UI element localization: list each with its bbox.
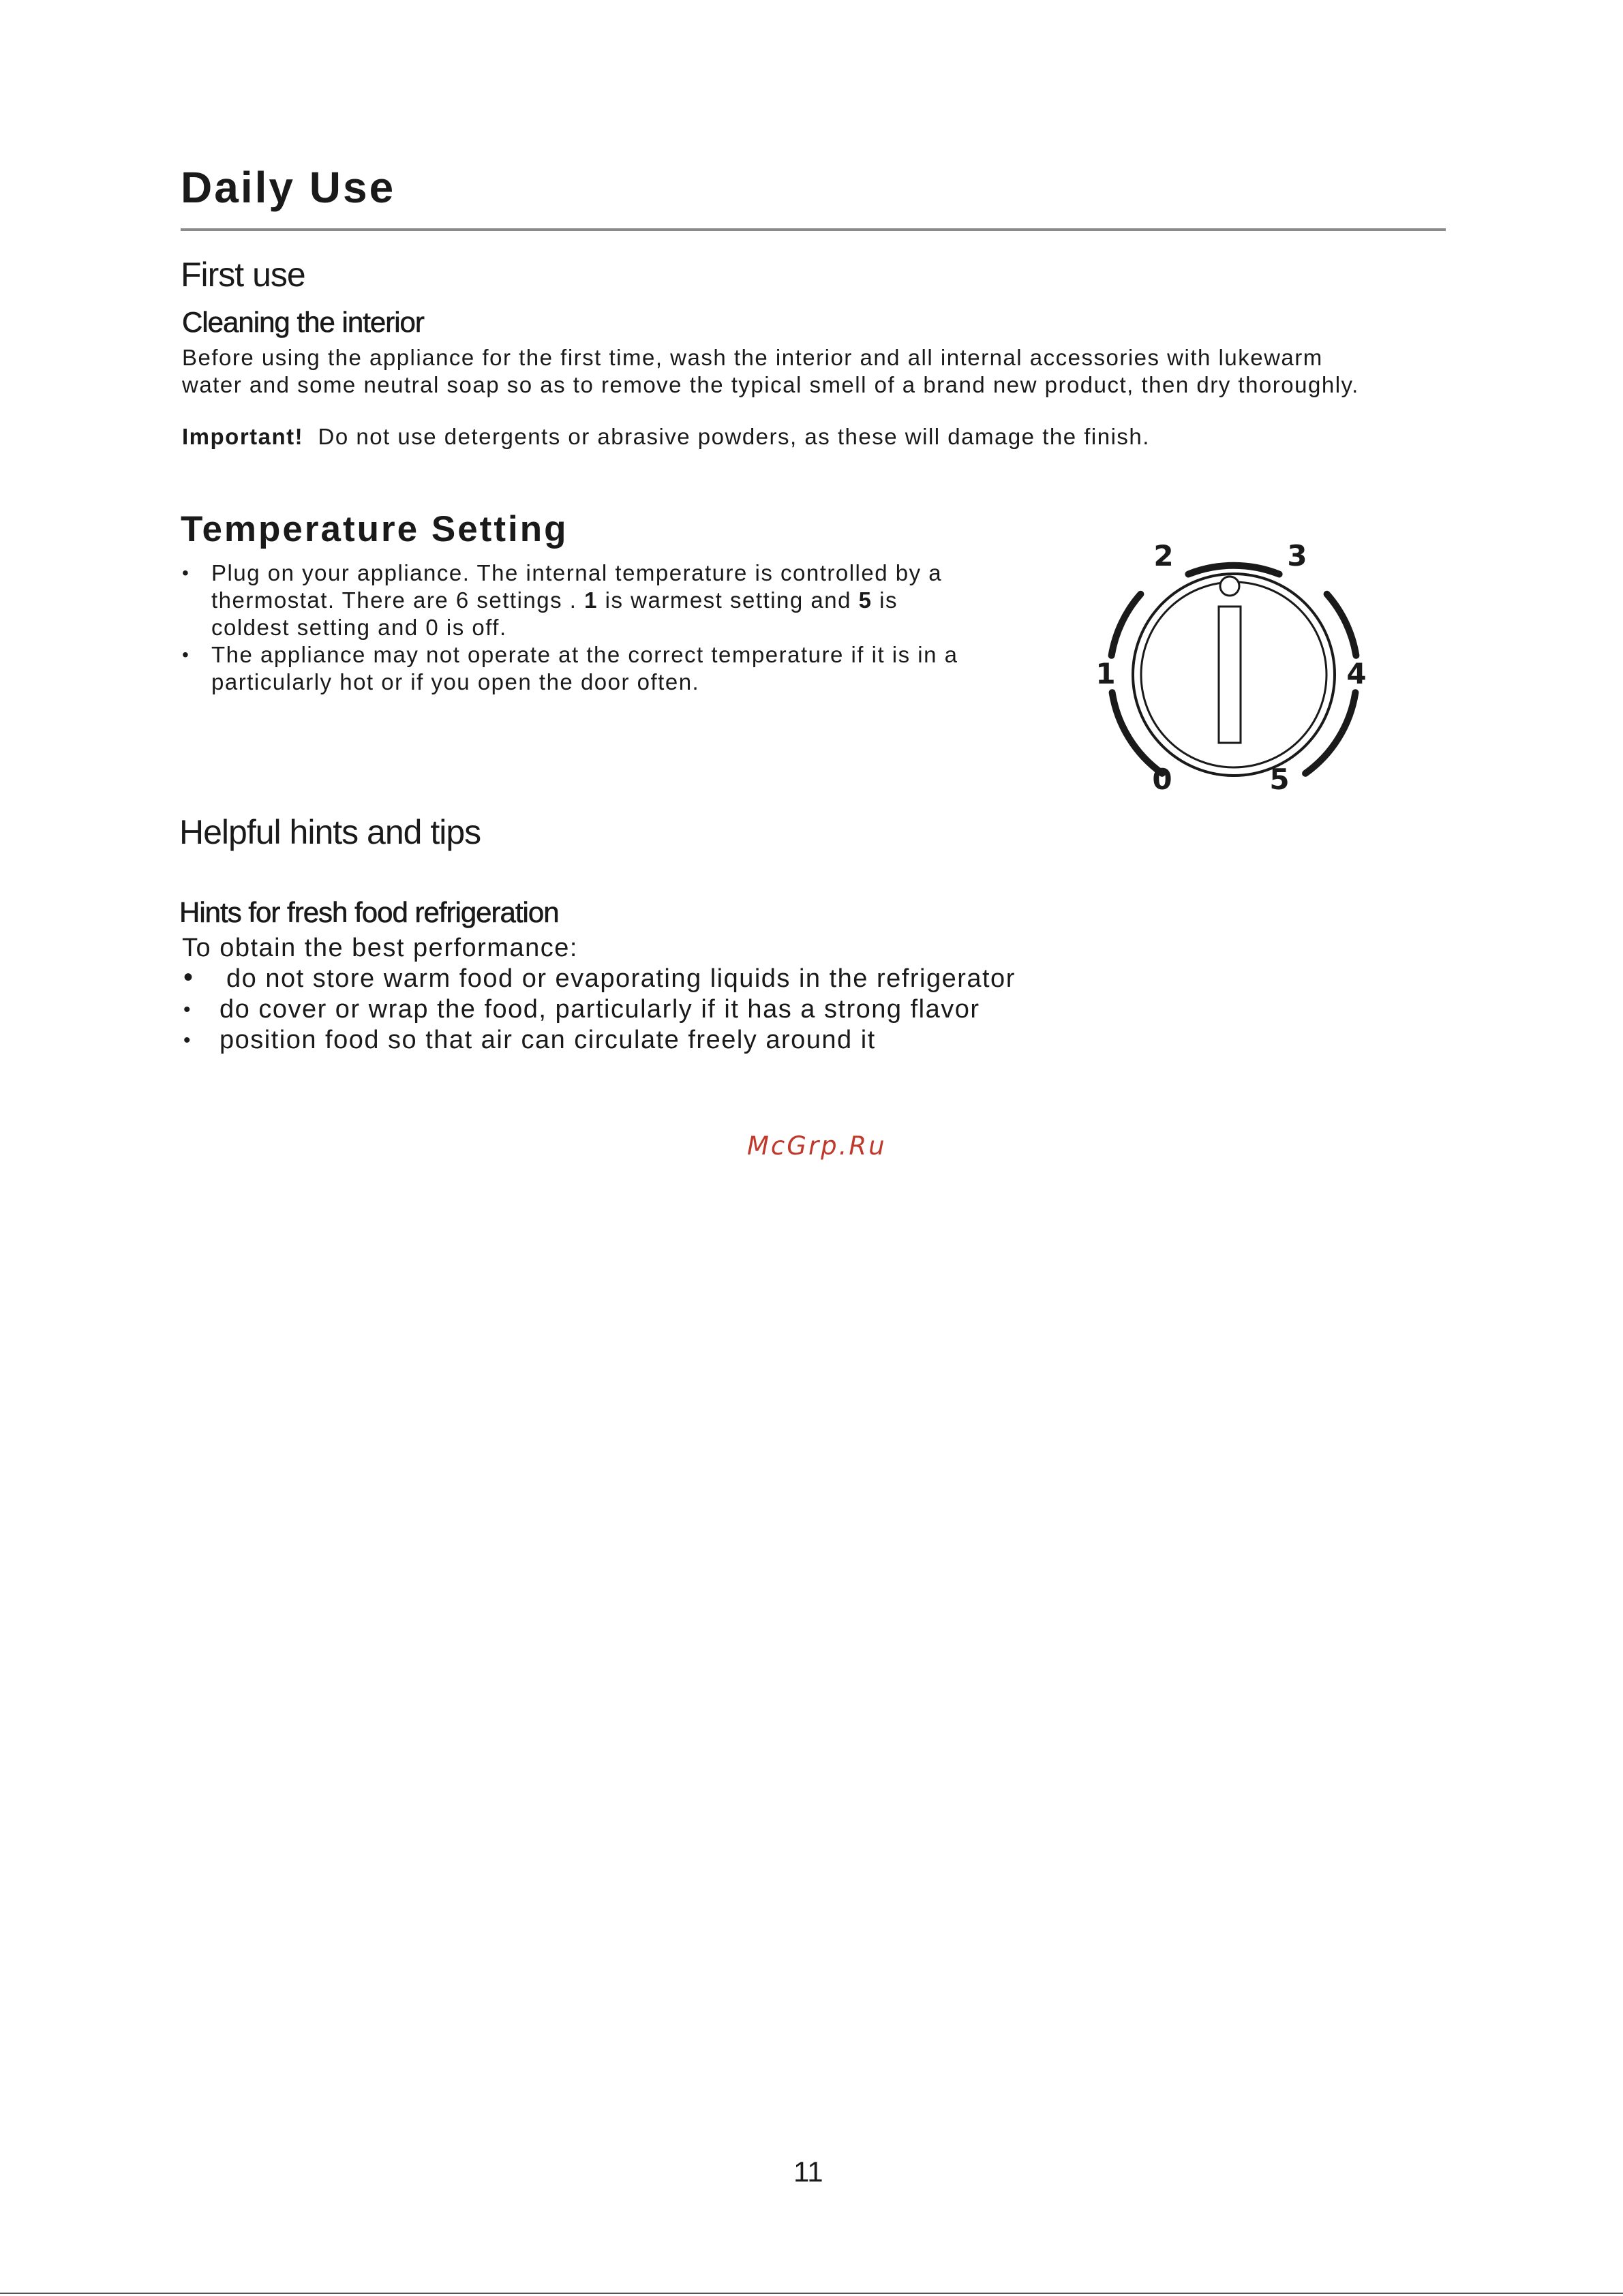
first-use-heading: First use <box>181 256 305 294</box>
dial-label-1: 1 <box>1095 657 1116 690</box>
hints-content <box>182 933 1016 1056</box>
list-item <box>182 1025 1016 1056</box>
hints-intro: To obtain the best performance: <box>182 934 578 962</box>
important-note <box>182 423 1150 450</box>
fresh-food-heading: Hints for fresh food refrigeration <box>179 896 559 928</box>
item-line: particularly hot or if you open the door often. <box>211 669 700 694</box>
important-text: Do not use detergents or abrasive powders, as these will damage the finish. <box>318 424 1150 449</box>
hint-text: position food so that air can circulate freely around it <box>219 1026 876 1054</box>
bullet: • <box>183 1029 192 1052</box>
list-item <box>181 641 958 696</box>
bullet: • <box>183 998 192 1021</box>
hint-text: do cover or wrap the food, particularly if it has a strong flavor <box>219 995 980 1024</box>
item-line: The appliance may not operate at the correct temperature if it is in a <box>211 642 958 667</box>
dial-label-3: 3 <box>1287 539 1307 572</box>
helpful-hints-heading: Helpful hints and tips <box>179 813 481 851</box>
item-line <box>211 587 958 614</box>
dial-indicator-dot <box>1220 577 1239 596</box>
dial-label-5: 5 <box>1269 763 1290 796</box>
temperature-setting-heading: Temperature Setting <box>181 509 568 549</box>
bottom-divider <box>0 2293 1623 2294</box>
bullet: • <box>182 562 190 583</box>
setting-warmest: 1 <box>584 587 598 613</box>
title-divider <box>181 228 1446 231</box>
setting-coldest: 5 <box>858 587 873 613</box>
text-run: thermostat. There are 6 settings . <box>211 587 585 613</box>
bullet: • <box>183 962 194 992</box>
list-item <box>181 560 958 641</box>
list-item <box>182 964 1016 994</box>
page-title: Daily Use <box>181 163 396 212</box>
temperature-list <box>181 560 958 696</box>
text-run: is <box>872 587 898 613</box>
page-number: 11 <box>793 2156 823 2188</box>
watermark-link[interactable]: McGrp.Ru <box>747 1131 887 1161</box>
important-label: Important! <box>182 424 304 449</box>
dial-grip <box>1219 607 1241 743</box>
hints-list <box>182 964 1016 1056</box>
item-line: Plug on your appliance. The internal temperature is controlled by a <box>211 560 943 585</box>
dial-label-4: 4 <box>1346 657 1367 690</box>
cleaning-line: water and some neutral soap so as to remove the typical smell of a brand new product, then dry thoroughly. <box>182 372 1359 397</box>
cleaning-line: Before using the appliance for the first time, wash the interior and all internal accessories with lukewarm <box>182 345 1323 370</box>
bullet: • <box>182 644 190 665</box>
cleaning-paragraph <box>182 344 1359 399</box>
text-run: is warmest setting and <box>598 587 859 613</box>
thermostat-dial-illustration <box>1077 518 1391 804</box>
dial-label-0: 0 <box>1152 763 1172 796</box>
item-line: coldest setting and 0 is off. <box>211 615 507 640</box>
cleaning-interior-heading: Cleaning the interior <box>182 306 424 338</box>
hint-text: do not store warm food or evaporating liquids in the refrigerator <box>226 964 1016 993</box>
dial-label-2: 2 <box>1153 539 1174 572</box>
list-item <box>182 994 1016 1025</box>
